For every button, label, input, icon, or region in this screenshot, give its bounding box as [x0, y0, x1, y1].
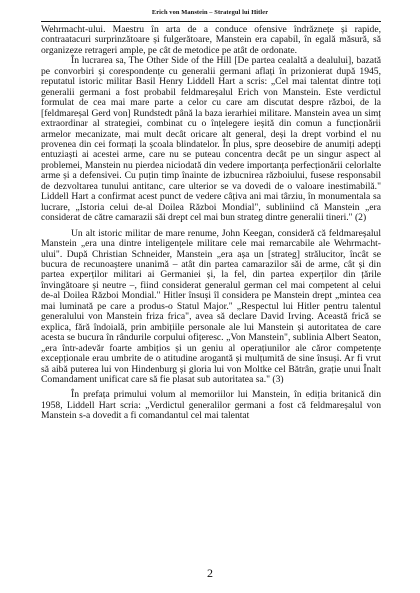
- body-text: [41, 25, 381, 422]
- paragraph-4: În prefața primului volum al memoriilor lui Manstein, în ediția britanică din 1958, Liddell Hart scria: „Verdictul generalilor germani a fost că feldmareșalul von Manstein s-a dovedit a fi comandantul cel mai talentat: [41, 389, 381, 422]
- paragraph-2: În lucrarea sa, The Other Side of the Hill [De partea cealaltă a dealului], bazată pe convorbiri și corespondențe cu generalii germani aflați în prizonierat după 1945, reputatul istoric militar Basil Henry Liddell Hart a scris: „Cel mai talentat dintre toți generalii germani a fost probabil feldmareșalul Erich von Manstein. Este verdictul formulat de cea mai mare parte a celor cu care am discutat despre război, de la [feldmareșal Gerd von] Rundstedt până la baza ierarhiei militare. Manstein avea un simț extraordinar al strategiei, combinat cu o înțelegere ieșită din comun a funcționării armelor mecanizate, mai mult decât oricare alt general, deși la drept vorbind el nu provenea din cei formați la școala blindatelor. În plus, spre deosebire de anumiți adepți entuziaști ai acestei arme, care nu se puteau concentra decât pe un singur aspect al problemei, Manstein nu pierdea niciodată din vedere importanța perfecționării celorlalte arme și a defensivei. Cu puțin timp înainte de izbucnirea războiului, fusese responsabil de dezvoltarea tunului antitanc, care ulterior se va dovedi de o valoare inestimabilă." Liddell Hart a confirmat acest punct de vedere câțiva ani mai târziu, în monumentala sa lucrare, „Istoria celui de-al Doilea Război Mondial", subliniind că Manstein „era considerat de către camarazii săi drept cel mai bun strateg dintre generalii tineri." (2): [41, 55, 381, 224]
- header-rule: [41, 21, 381, 22]
- paragraph-3: Un alt istoric militar de mare renume, John Keegan, consideră că feldmareșalul Manstein „era una dintre inteligențele militare cele mai remarcabile ale Wehrmacht-ului". După Christian Schneider, Manstein „era așa un [strateg] strălucitor, încât se bucura de recunoaștere unanimă – atât din partea camarazilor săi de arme, cât și din partea experților militari ai Germaniei și, la fel, din partea experților din țările învingătoare și neutre –, fiind considerat generalul german cel mai competent al celui de-al Doilea Război Mondial." Hitler însuși îl considera pe Manstein drept „mintea cea mai luminată pe care a produs-o Statul Major." „Respectul lui Hitler pentru talentul generalului von Manstein friza frica", avea să declare David Irving. Această frică se explica, fără îndoială, prin ambițiile personale ale lui Manstein și autoritatea de care acesta se bucura în rândurile corpului ofițeresc. „Von Manstein", sublinia Albert Seaton, „era într-adevăr foarte ambițios și un geniu al operațiunilor ale căror competențe excepționale erau umbrite de o atitudine arogantă și mulțumită de sine însuși. Ar fi vrut să aibă puterea lui von Hindenburg și gloria lui von Moltke cel Bătrân, grație unui Înalt Comandament unificat care să fie plasat sub autoritatea sa." (3): [41, 227, 381, 385]
- paragraph-1: Wehrmacht-ului. Maestru în arta de a conduce ofensive îndrăznețe și rapide, contraatacuri surprinzătoare și fulgerătoare, Manstein era capabil, în egală măsură, să organizeze retrageri ample, pe cât de metodice pe atât de ordonate.: [41, 24, 381, 56]
- running-header: Erich von Manstein – Strategul lui Hitler: [151, 9, 269, 16]
- page-number: 2: [207, 566, 213, 580]
